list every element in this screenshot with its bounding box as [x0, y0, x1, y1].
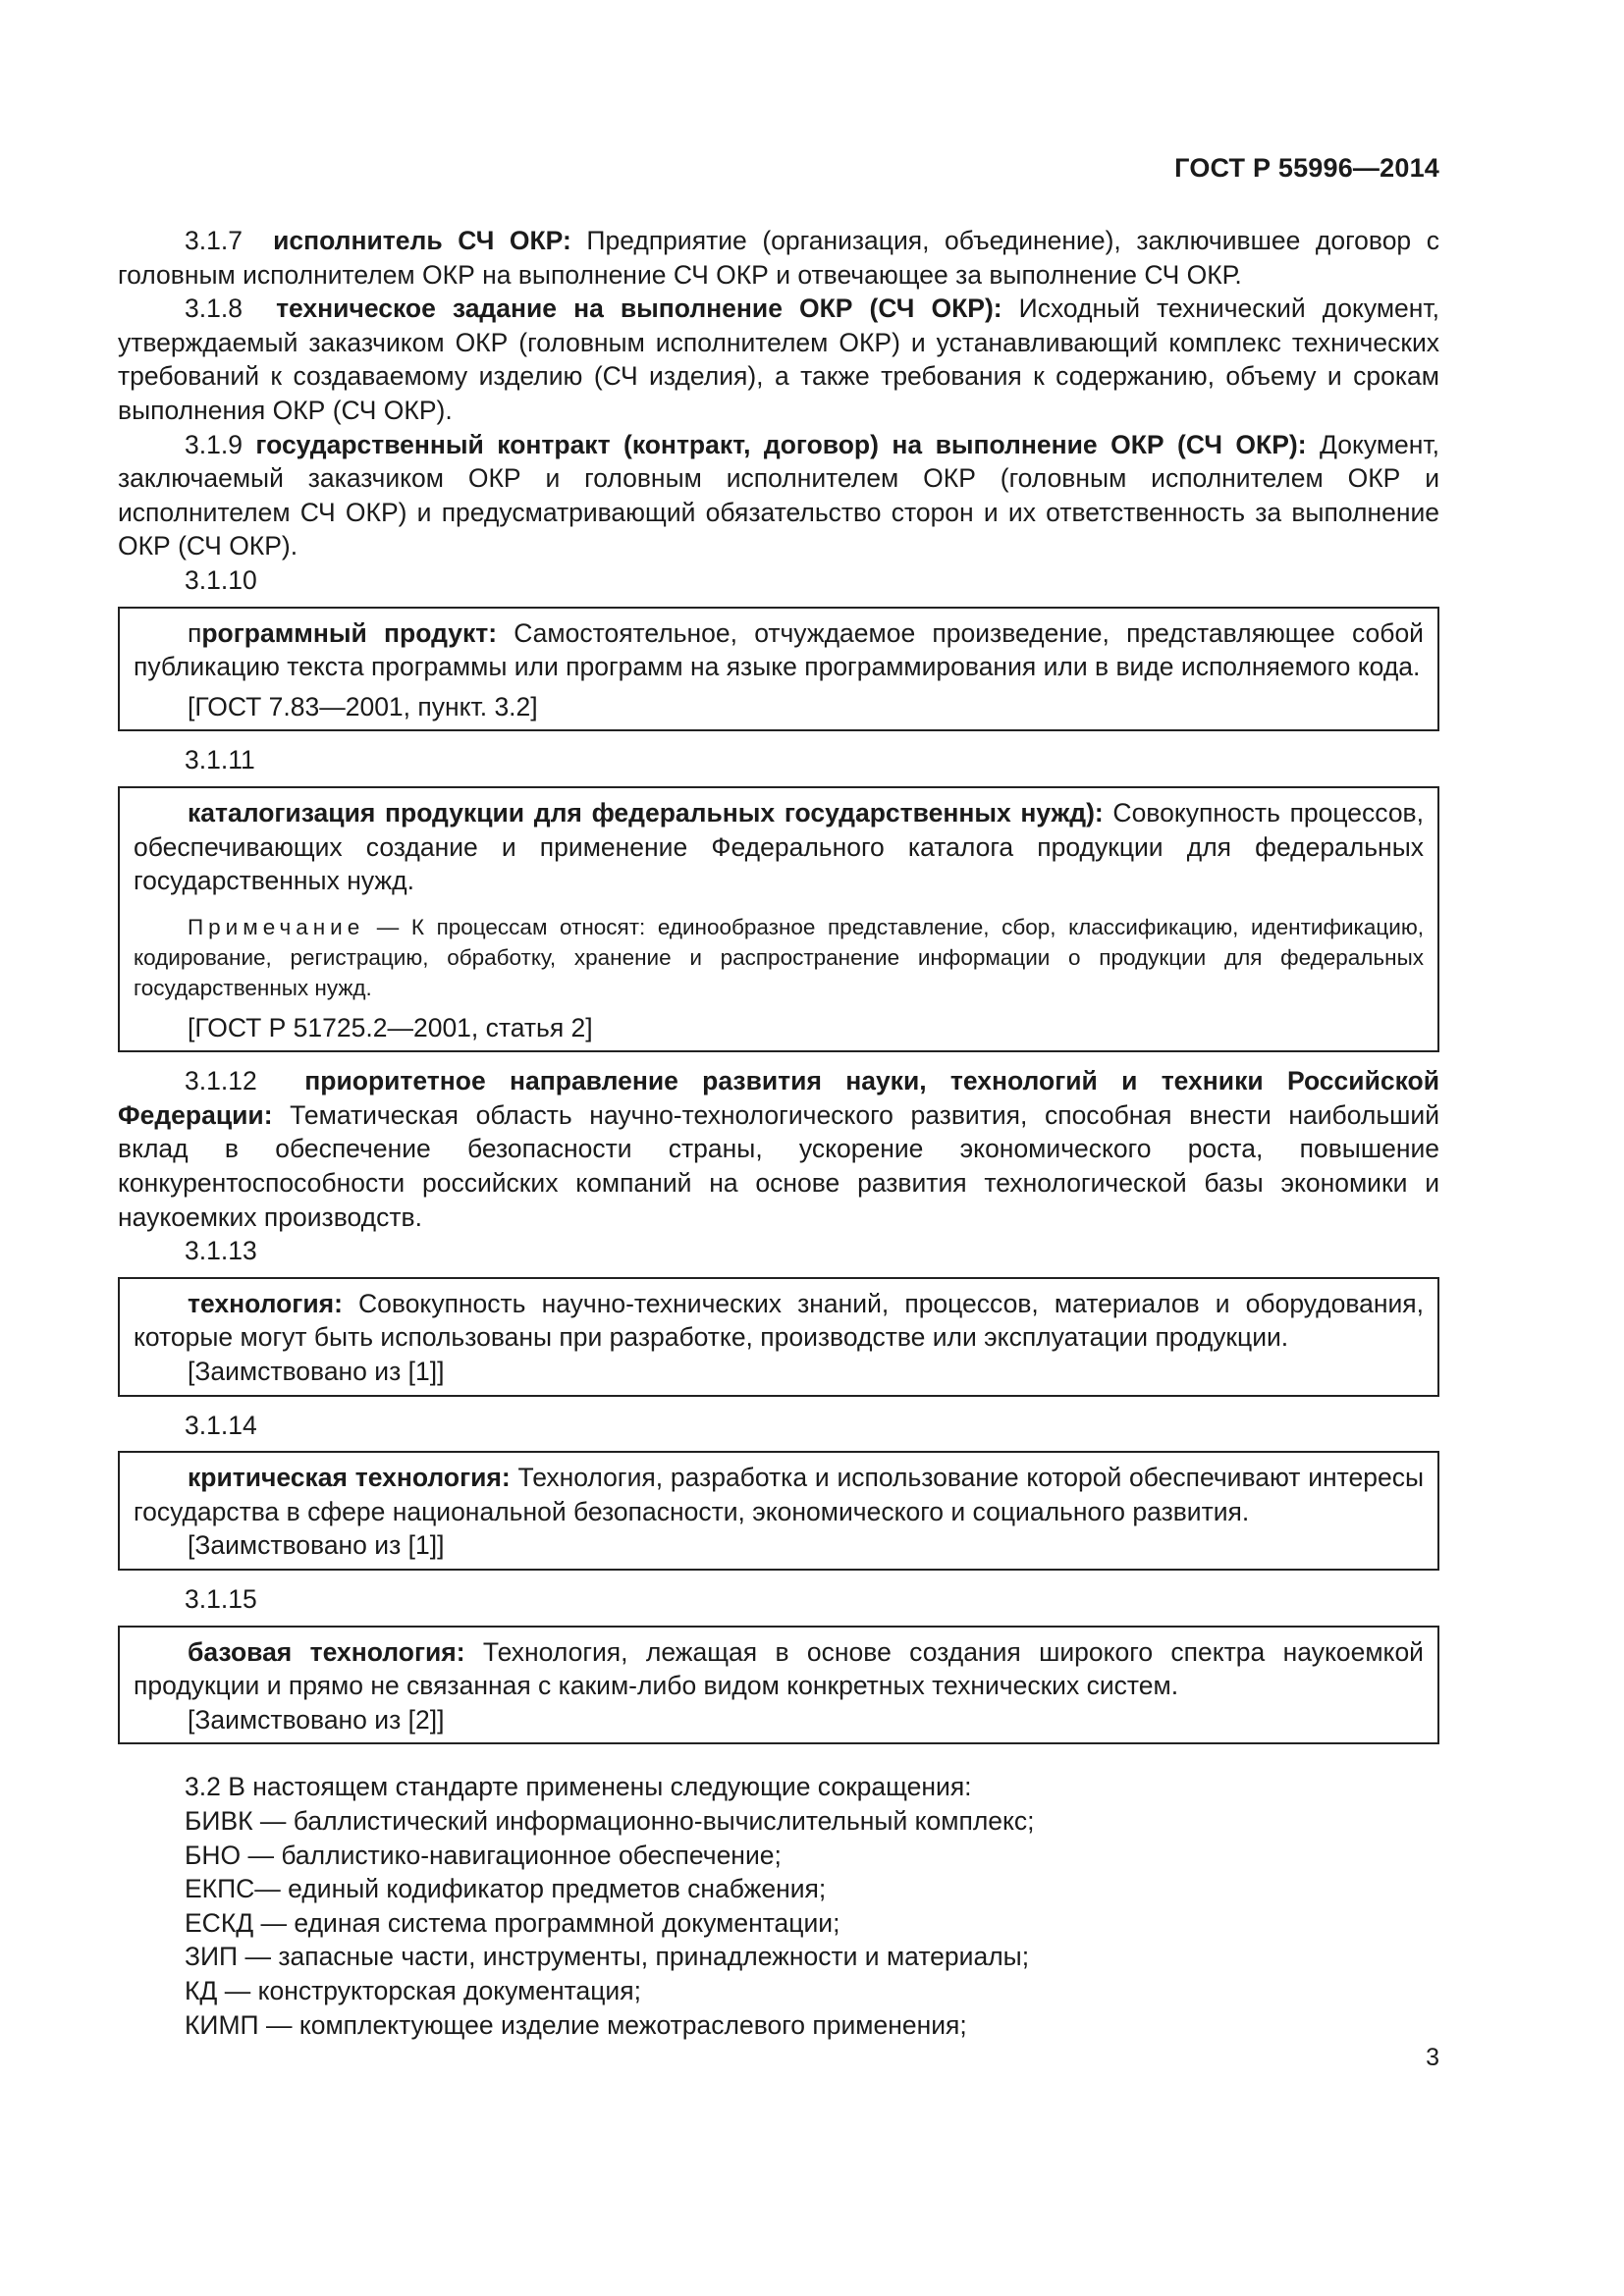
definition-text: Технология, разработка и использование которой обеспечивают интересы государства в сфере национальной безопасности, экономического и социального развития.	[134, 1463, 1425, 1526]
abbreviation-item: КИМП — комплектующее изделие межотраслевого применения;	[185, 2009, 967, 2040]
definition-text: Предприятие (организация, объединение), заключившее договор с головным исполнителем ОКР на выполнение СЧ ОКР и отвечающее за выполнение СЧ ОКР.	[118, 226, 1439, 290]
abbreviation-item: БНО — баллистико-навигационное обеспечение;	[185, 1840, 782, 1870]
definition-text: Совокупность процессов, обеспечивающих создание и применение Федерального каталога продукции для федеральных государственных нужд.	[134, 797, 1424, 896]
abbreviation-item: ЗИП — запасные части, инструменты, принадлежности и материалы;	[185, 1942, 1030, 1972]
term: критическая технология:	[188, 1463, 511, 1493]
definition-box-3-1-13	[118, 1277, 1439, 1397]
abbreviation-item: ЕСКД — единая система программной документации;	[185, 1907, 840, 1938]
clause-number: 3.1.13	[185, 1236, 257, 1266]
note-text: — К процессам относят: единообразное представление, сбор, классификацию, идентификацию, кодирование, регистрацию, обработку, хранение и распространение информации о продукции для федеральных государственных нужд.	[134, 914, 1424, 1000]
term: исполнитель СЧ ОКР:	[273, 226, 571, 255]
abbreviation-item: БИВК — баллистический информационно-вычислительный комплекс;	[185, 1805, 1035, 1836]
definition-text: Самостоятельное, отчуждаемое произведение, представляющее собой публикацию текста программы или программ на языке программирования или в виде исполняемого кода.	[134, 617, 1424, 682]
abbreviation-item: КД — конструкторская документация;	[185, 1975, 641, 2005]
term: государственный контракт (контракт, договор) на выполнение ОКР (СЧ ОКР):	[255, 429, 1307, 459]
term: приоритетное направление развития науки, технологий и техники Российской Федерации:	[118, 1066, 1439, 1130]
abbreviations-intro: 3.2 В настоящем стандарте применены следующие сокращения:	[185, 1772, 972, 1802]
term: базовая технология:	[188, 1636, 465, 1667]
definition-box-3-1-15	[118, 1626, 1439, 1745]
note-label: Примечание	[188, 914, 365, 939]
clause-number: 3.1.14	[185, 1410, 257, 1440]
source-reference: [ГОСТ Р 51725.2—2001, статья 2]	[188, 1012, 593, 1042]
definition-3-1-12: 3.1.12 приоритетное направление развития науки, технологий и техники Российской Федерации: Тематическая область научно-технологического развития, способная внести наибольший вклад в обеспечение безопасности страны, ускорение экономического роста, повышение конкурентоспособности российских компаний на основе развития технологической базы экономики и наукоемких производств.	[118, 1066, 1439, 1232]
clause-number: 3.1.15	[185, 1584, 257, 1614]
term: каталогизация продукции для федеральных государственных нужд):	[188, 797, 1104, 828]
document-header: ГОСТ Р 55996—2014	[1174, 153, 1439, 183]
definition-text: Тематическая область научно-технологического развития, способная внести наибольший вклад в обеспечение безопасности страны, ускорение экономического роста, повышение конкурентоспособности российских компаний на основе развития технологической базы экономики и наукоемких производств.	[118, 1099, 1439, 1232]
note	[134, 912, 1424, 1003]
definition-box-3-1-10: программный продукт: Самостоятельное, отчуждаемое произведение, представляющее собой публикацию текста программы или программ на языке программирования или в виде исполняемого кода. [ГОСТ 7.83—2001, пункт. 3.2]	[118, 607, 1439, 732]
definition-text: Документ, заключаемый заказчиком ОКР и головным исполнителем ОКР (головным исполнителем ОКР и исполнителем СЧ ОКР) и предусматривающий обязательство сторон и их ответственность за выполнение ОКР (СЧ ОКР).	[118, 429, 1439, 561]
source-reference: [Заимствовано из [1]]	[188, 1357, 445, 1387]
definition-3-1-7: 3.1.7 исполнитель СЧ ОКР: Предприятие (организация, объединение), заключившее договор с головным исполнителем ОКР на выполнение СЧ ОКР и отвечающее за выполнение СЧ ОКР.	[118, 226, 1439, 290]
clause-number: 3.1.11	[185, 745, 255, 775]
source-reference: [Заимствовано из [2]]	[188, 1704, 445, 1735]
term: техническое задание на выполнение ОКР (СЧ ОКР):	[276, 294, 1002, 324]
term: технология:	[188, 1288, 343, 1318]
definition-3-1-8: 3.1.8 техническое задание на выполнение ОКР (СЧ ОКР): Исходный технический документ, утверждаемый заказчиком ОКР (головным исполнителем ОКР) и устанавливающий комплекс технических требований к создаваемому изделию (СЧ изделия), а также требования к содержанию, объему и срокам выполнения ОКР (СЧ ОКР).	[118, 294, 1439, 425]
source-reference: [ГОСТ 7.83—2001, пункт. 3.2]	[188, 691, 538, 721]
definition-box-3-1-11	[118, 786, 1439, 1052]
definition-box-3-1-14	[118, 1451, 1439, 1571]
definition-text: Совокупность научно-технических знаний, процессов, материалов и оборудования, которые могут быть использованы при разработке, производстве или эксплуатации продукции.	[134, 1288, 1424, 1353]
page-number: 3	[1426, 2044, 1439, 2071]
definition-3-1-9: 3.1.9 государственный контракт (контракт, договор) на выполнение ОКР (СЧ ОКР): Документ, заключаемый заказчиком ОКР и головным исполнителем ОКР (головным исполнителем ОКР и исполнителем СЧ ОКР) и предусматривающий обязательство сторон и их ответственность за выполнение ОКР (СЧ ОКР).	[118, 429, 1439, 561]
abbreviation-item: ЕКПС— единый кодификатор предметов снабжения;	[185, 1874, 827, 1904]
document-body	[118, 224, 1439, 2042]
definition-text: Исходный технический документ, утверждаемый заказчиком ОКР (головным исполнителем ОКР) и устанавливающий комплекс технических требований к создаваемому изделию (СЧ изделия), а также требования к содержанию, объему и срокам выполнения ОКР (СЧ ОКР).	[118, 294, 1439, 425]
source-reference: [Заимствовано из [1]]	[188, 1530, 445, 1561]
term: рограммный продукт:	[201, 617, 498, 648]
definition-text: Технология, лежащая в основе создания широкого спектра наукоемкой продукции и прямо не связанная с каким-либо видом конкретных технических систем.	[134, 1636, 1424, 1701]
clause-number: 3.1.10	[185, 564, 257, 595]
